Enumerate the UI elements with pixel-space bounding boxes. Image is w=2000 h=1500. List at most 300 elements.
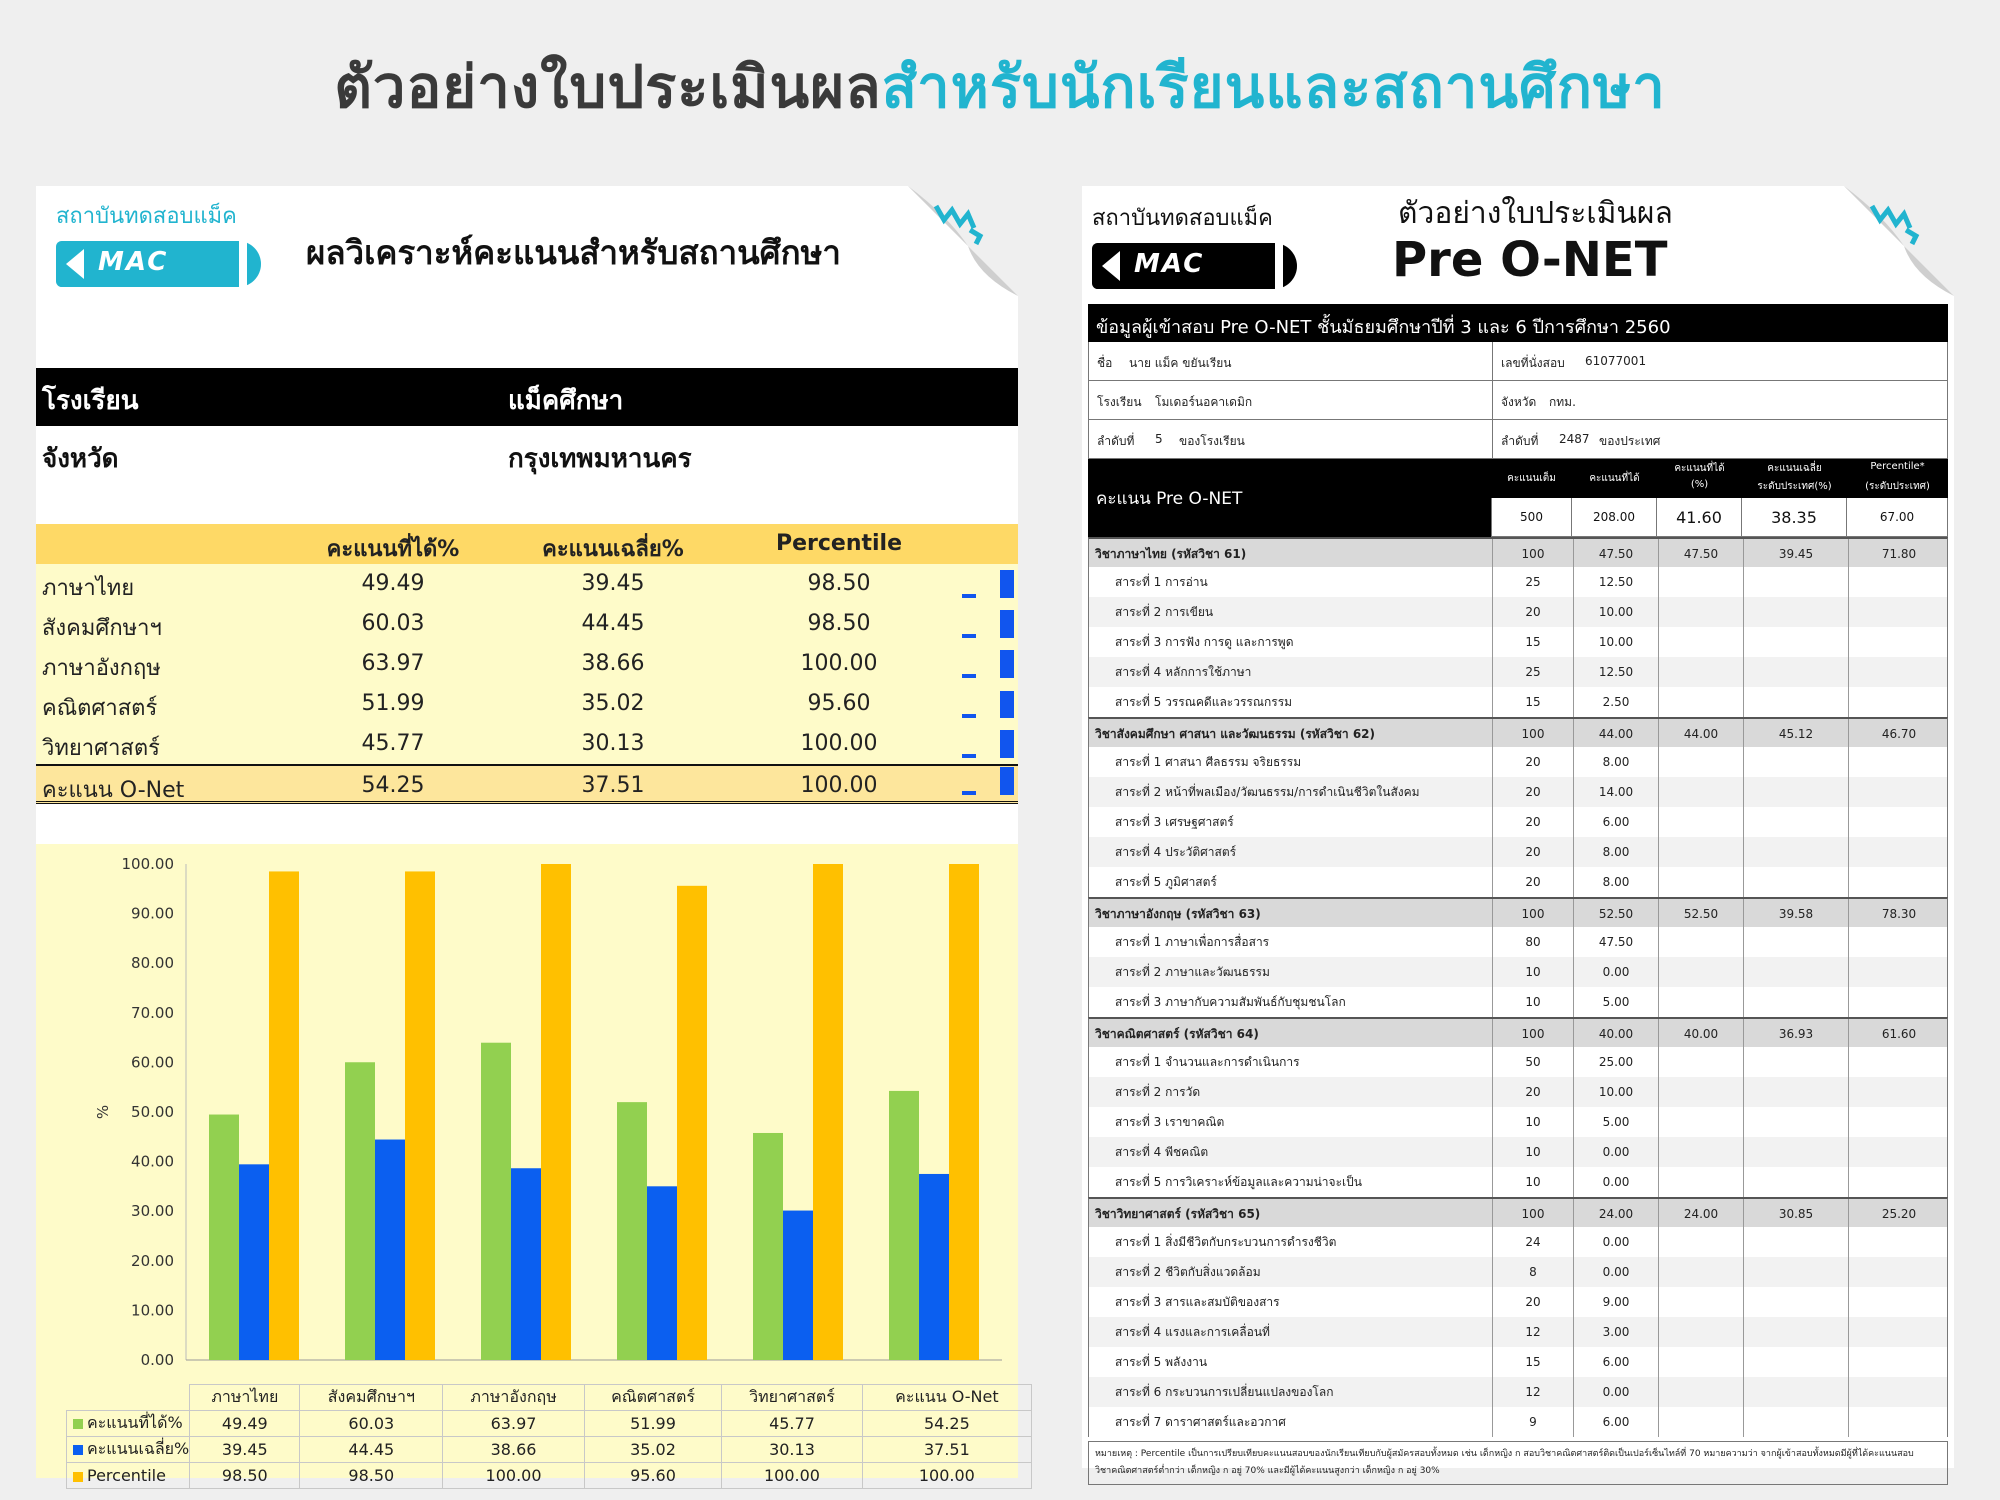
cell-pr: 71.80: [1848, 539, 1949, 567]
cell-full: 10: [1492, 1167, 1573, 1197]
strand-row: [1088, 987, 1948, 1017]
percentile-value: 100.00: [800, 651, 878, 676]
cell-pr: [1848, 1317, 1949, 1347]
percentile-value: 95.60: [807, 691, 871, 716]
cell-pr: [1848, 1227, 1949, 1257]
bar: [677, 886, 707, 1360]
cell-got: 10.00: [1573, 1077, 1658, 1107]
col-avg-header: คะแนนเฉลี่ย: [1767, 463, 1822, 474]
bar: [481, 1043, 511, 1360]
score-row: [36, 564, 1018, 604]
cell-pct: [1658, 1257, 1743, 1287]
subject-name: วิชาวิทยาศาสตร์ (รหัสวิชา 65): [1095, 1207, 1261, 1221]
cell-pct: [1658, 597, 1743, 627]
strand-row: [1088, 927, 1948, 957]
score-row: [36, 604, 1018, 644]
cell-avg: 45.12: [1743, 719, 1848, 747]
rank-country-suffix: ของประเทศ: [1599, 434, 1661, 448]
legend-label: คะแนนเฉลี่ย%: [87, 1439, 190, 1458]
strand-name: สาระที่ 4 แรงและการเคลื่อนที่: [1115, 1325, 1270, 1339]
cell-full: 12: [1492, 1377, 1573, 1407]
cell-full: 100: [1492, 539, 1573, 567]
subject-name: ภาษาไทย: [42, 576, 135, 601]
strand-name: สาระที่ 3 เศรษฐศาสตร์: [1115, 815, 1234, 829]
cell-pct: [1658, 777, 1743, 807]
cell-avg: [1743, 1167, 1848, 1197]
data-label: 44.45: [300, 1437, 443, 1463]
cell-pct: 44.00: [1658, 719, 1743, 747]
school-label: โรงเรียน: [1097, 395, 1142, 409]
data-label: 100.00: [443, 1463, 585, 1489]
page-title: [0, 40, 2000, 133]
score-row: [36, 684, 1018, 724]
percentile-value: 98.50: [807, 611, 871, 636]
bar: [269, 871, 299, 1360]
rank-country-value: 2487: [1559, 432, 1590, 446]
total-pr: 67.00: [1847, 498, 1948, 537]
cell-avg: [1743, 957, 1848, 987]
cell-full: 9: [1492, 1407, 1573, 1437]
strand-row: [1088, 1347, 1948, 1377]
subject-row: [1088, 897, 1948, 927]
bar: [753, 1133, 783, 1360]
percentile-mini-bar: [1000, 767, 1014, 795]
bar-chart: [36, 844, 1018, 1384]
data-label: 30.13: [722, 1437, 863, 1463]
cell-pr: [1848, 927, 1949, 957]
cell-pr: [1848, 807, 1949, 837]
strand-name: สาระที่ 5 พลังงาน: [1115, 1355, 1208, 1369]
cell-pct: [1658, 687, 1743, 717]
total-avg: 38.35: [1742, 498, 1847, 537]
cell-got: 10.00: [1573, 597, 1658, 627]
subject-name: วิชาภาษาไทย (รหัสวิชา 61): [1095, 547, 1247, 561]
bar: [647, 1186, 677, 1360]
strand-name: สาระที่ 1 ศาสนา ศีลธรรม จริยธรรม: [1115, 755, 1302, 769]
cell-avg: [1743, 1347, 1848, 1377]
strand-name: สาระที่ 3 สารและสมบัติของสาร: [1115, 1295, 1280, 1309]
data-label: 35.02: [584, 1437, 721, 1463]
col-pct-header-2: (%): [1690, 479, 1709, 490]
cell-full: 100: [1492, 1019, 1573, 1047]
cell-avg: [1743, 987, 1848, 1017]
cell-avg: [1743, 1047, 1848, 1077]
strand-name: สาระที่ 3 การฟัง การดู และการพูด: [1115, 635, 1294, 649]
strand-name: สาระที่ 3 ภาษากับความสัมพันธ์กับชุมชนโลก: [1115, 995, 1346, 1009]
brand-logo: [56, 198, 261, 287]
bar: [919, 1174, 949, 1360]
bar: [209, 1115, 239, 1360]
school-value: โมเดอร์นอคาเดมิก: [1155, 395, 1253, 409]
cell-pct: [1658, 1047, 1743, 1077]
strand-row: [1088, 957, 1948, 987]
strand-row: [1088, 1227, 1948, 1257]
subject-name: วิชาภาษาอังกฤษ (รหัสวิชา 63): [1095, 907, 1261, 921]
cell-avg: [1743, 807, 1848, 837]
cell-pct: [1658, 1377, 1743, 1407]
subject-name: วิชาสังคมศึกษา ศาสนา และวัฒนธรรม (รหัสวิชา 62): [1095, 727, 1376, 741]
y-tick-label: 70.00: [131, 1003, 174, 1022]
rank-country-label: ลำดับที่: [1501, 434, 1539, 448]
cell-pct: [1658, 1287, 1743, 1317]
cell-full: 10: [1492, 987, 1573, 1017]
cell-got: 10.00: [1573, 627, 1658, 657]
cell-avg: [1743, 657, 1848, 687]
cell-pct: [1658, 927, 1743, 957]
cell-pr: [1848, 1347, 1949, 1377]
strand-row: [1088, 627, 1948, 657]
strand-row: [1088, 747, 1948, 777]
cell-full: 12: [1492, 1317, 1573, 1347]
cell-full: 20: [1492, 747, 1573, 777]
percentile-value: 100.00: [800, 773, 878, 798]
data-label: 54.25: [862, 1411, 1031, 1437]
divider: [1492, 420, 1493, 459]
cell-got: 5.00: [1573, 987, 1658, 1017]
avg-mini-bar: [962, 714, 976, 718]
cell-full: 15: [1492, 1347, 1573, 1377]
cell-pct: [1658, 567, 1743, 597]
info-row-name: [1088, 342, 1948, 381]
cell-pct: 52.50: [1658, 899, 1743, 927]
y-tick-label: 80.00: [131, 954, 174, 973]
cell-full: 20: [1492, 1287, 1573, 1317]
cell-pct: [1658, 1227, 1743, 1257]
data-label: 39.45: [190, 1437, 300, 1463]
cell-got: 6.00: [1573, 807, 1658, 837]
y-tick-label: 10.00: [131, 1301, 174, 1320]
cell-avg: [1743, 1077, 1848, 1107]
arrow-left-icon: [66, 249, 84, 279]
data-label: 45.77: [722, 1411, 863, 1437]
series-row: [67, 1463, 1032, 1489]
bar: [949, 864, 979, 1360]
strand-name: สาระที่ 2 ชีวิตกับสิ่งแวดล้อม: [1115, 1265, 1261, 1279]
cell-pr: [1848, 567, 1949, 597]
y-axis-label: %: [94, 1104, 112, 1120]
strand-row: [1088, 1377, 1948, 1407]
category-row: [67, 1385, 1032, 1411]
cell-avg: [1743, 627, 1848, 657]
cell-avg: [1743, 777, 1848, 807]
strand-name: สาระที่ 5 วรรณคดีและวรรณกรรม: [1115, 695, 1293, 709]
name-value: นาย แม็ค ขยันเรียน: [1129, 356, 1232, 370]
bar: [783, 1211, 813, 1360]
cell-got: 8.00: [1573, 837, 1658, 867]
bar: [617, 1102, 647, 1360]
cell-pr: [1848, 1137, 1949, 1167]
info-row-rank: [1088, 420, 1948, 459]
bar: [239, 1164, 269, 1360]
province-label: จังหวัด: [1501, 395, 1537, 409]
cell-full: 15: [1492, 687, 1573, 717]
y-tick-label: 60.00: [131, 1053, 174, 1072]
cell-pr: 78.30: [1848, 899, 1949, 927]
total-full: 500: [1491, 498, 1572, 537]
cell-pr: [1848, 1377, 1949, 1407]
cell-got: 14.00: [1573, 777, 1658, 807]
strand-row: [1088, 1407, 1948, 1437]
bar: [813, 864, 843, 1360]
col-avg-header-2: ระดับประเทศ(%): [1757, 481, 1832, 492]
cell-full: 20: [1492, 867, 1573, 897]
strand-row: [1088, 1077, 1948, 1107]
avg-mini-bar: [962, 634, 976, 638]
data-label: 49.49: [190, 1411, 300, 1437]
subject-name: วิชาคณิตศาสตร์ (รหัสวิชา 64): [1095, 1027, 1259, 1041]
cell-pct: [1658, 1077, 1743, 1107]
cell-avg: [1743, 927, 1848, 957]
cell-pct: [1658, 1407, 1743, 1437]
percentile-mini-bar: [1000, 570, 1014, 598]
cell-full: 20: [1492, 837, 1573, 867]
cell-avg: [1743, 1317, 1848, 1347]
cell-full: 15: [1492, 627, 1573, 657]
strand-name: สาระที่ 2 การเขียน: [1115, 605, 1214, 619]
cell-got: 0.00: [1573, 1167, 1658, 1197]
cell-avg: [1743, 837, 1848, 867]
percentile-mini-bar: [1000, 650, 1014, 678]
strand-row: [1088, 837, 1948, 867]
y-tick-label: 40.00: [131, 1152, 174, 1171]
cell-got: 3.00: [1573, 1317, 1658, 1347]
seat-label: เลขที่นั่งสอบ: [1501, 356, 1565, 370]
average-value: 30.13: [581, 731, 645, 756]
cell-avg: [1743, 1107, 1848, 1137]
page-title-main: ตัวอย่างใบประเมินผล: [334, 53, 882, 121]
cell-pr: [1848, 1077, 1949, 1107]
percentile-mini-bar: [1000, 730, 1014, 758]
cell-avg: 30.85: [1743, 1199, 1848, 1227]
cell-full: 10: [1492, 1107, 1573, 1137]
data-label: 60.03: [300, 1411, 443, 1437]
score-value: 54.25: [361, 773, 425, 798]
cell-pct: [1658, 657, 1743, 687]
cell-pct: [1658, 1347, 1743, 1377]
score-value: 60.03: [361, 611, 425, 636]
score-row: [36, 724, 1018, 764]
mac-logo-text-dark: MAC: [1134, 249, 1205, 279]
percentile-mini-bar: [1000, 691, 1014, 718]
cell-got: 12.50: [1573, 657, 1658, 687]
bar: [511, 1168, 541, 1360]
cell-full: 100: [1492, 1199, 1573, 1227]
cell-pr: 46.70: [1848, 719, 1949, 747]
y-tick-label: 50.00: [131, 1103, 174, 1121]
score-header: [1088, 459, 1948, 537]
cell-pct: [1658, 987, 1743, 1017]
info-row-school: [1088, 381, 1948, 420]
cell-got: 52.50: [1573, 899, 1658, 927]
y-tick-label: 100.00: [121, 855, 174, 873]
strand-name: สาระที่ 2 หน้าที่พลเมือง/วัฒนธรรม/การดำเนินชีวิตในสังคม: [1115, 785, 1420, 799]
subject-row: [1088, 537, 1948, 567]
cell-got: 6.00: [1573, 1407, 1658, 1437]
cell-pct: [1658, 1137, 1743, 1167]
logo-divider: [1275, 243, 1283, 289]
data-label: 38.66: [443, 1437, 585, 1463]
data-label: 37.51: [862, 1437, 1031, 1463]
total-pct: 41.60: [1657, 498, 1742, 537]
cell-full: 10: [1492, 1137, 1573, 1167]
strand-row: [1088, 597, 1948, 627]
strand-name: สาระที่ 3 เราขาคณิต: [1115, 1115, 1225, 1129]
score-table-body: [36, 564, 1018, 804]
legend-entry: [67, 1437, 190, 1463]
cell-got: 0.00: [1573, 1137, 1658, 1167]
strand-name: สาระที่ 2 ภาษาและวัฒนธรรม: [1115, 965, 1270, 979]
cell-avg: 39.58: [1743, 899, 1848, 927]
cell-pr: [1848, 657, 1949, 687]
note-line-1: หมายเหตุ : Percentile เป็นการเปรียบเทียบคะแนนสอบของนักเรียนเทียบกับผู้สมัครสอบทั้งหมด เช่น เด็กหญิง ก สอบวิชาคณิตศาสตร์ติดเป็นเปอร์เซ็นไทล์ที่ 70 หมายความว่า จากผู้เข้าสอบทั้งหมดมีผู้ที่ได้คะแนนสอบ: [1095, 1449, 1914, 1459]
strand-row: [1088, 1107, 1948, 1137]
strand-row: [1088, 657, 1948, 687]
subject-name: คณิตศาสตร์: [42, 696, 158, 721]
cell-pr: [1848, 1287, 1949, 1317]
divider: [1492, 342, 1493, 381]
cell-got: 24.00: [1573, 1199, 1658, 1227]
brand-name: สถาบันทดสอบแม็ค: [56, 204, 237, 229]
data-label: 100.00: [862, 1463, 1031, 1489]
subject-row: [1088, 1197, 1948, 1227]
cell-pr: [1848, 1047, 1949, 1077]
col-full-header: คะแนนเต็ม: [1507, 473, 1556, 484]
x-tick-label: ภาษาไทย: [190, 1385, 300, 1411]
cell-full: 80: [1492, 927, 1573, 957]
strand-name: สาระที่ 1 ภาษาเพื่อการสื่อสาร: [1115, 935, 1270, 949]
cell-pr: [1848, 957, 1949, 987]
cell-got: 47.50: [1573, 539, 1658, 567]
school-bar: [36, 368, 1018, 426]
y-tick-label: 0.00: [140, 1351, 174, 1369]
cell-pr: [1848, 777, 1949, 807]
avg-mini-bar: [962, 594, 976, 598]
score-value: 63.97: [361, 651, 425, 676]
average-value: 44.45: [581, 611, 645, 636]
cell-pr: [1848, 747, 1949, 777]
score-value: 45.77: [361, 731, 425, 756]
y-tick-label: 20.00: [131, 1251, 174, 1270]
province-value: กทม.: [1549, 395, 1576, 409]
cell-pct: [1658, 807, 1743, 837]
cell-pr: [1848, 1407, 1949, 1437]
strand-row: [1088, 567, 1948, 597]
subject-name: สังคมศึกษาฯ: [42, 616, 162, 641]
average-value: 39.45: [581, 571, 645, 596]
cell-got: 6.00: [1573, 1347, 1658, 1377]
cell-avg: 39.45: [1743, 539, 1848, 567]
strand-name: สาระที่ 6 กระบวนการเปลี่ยนแปลงของโลก: [1115, 1385, 1334, 1399]
cell-pr: 25.20: [1848, 1199, 1949, 1227]
data-label: 98.50: [190, 1463, 300, 1489]
cell-pct: [1658, 627, 1743, 657]
data-label: 98.50: [300, 1463, 443, 1489]
cell-avg: [1743, 1137, 1848, 1167]
blank-cell: [67, 1385, 190, 1411]
cell-pr: [1848, 597, 1949, 627]
cell-full: 20: [1492, 777, 1573, 807]
col-avg-header: คะแนนเฉลี่ย%: [542, 537, 684, 562]
cell-pct: [1658, 1317, 1743, 1347]
x-tick-label: สังคมศึกษาฯ: [300, 1385, 443, 1411]
y-tick-label: 30.00: [131, 1202, 174, 1221]
col-percentile-header: Percentile: [775, 531, 903, 556]
chart-data-table: [66, 1384, 1032, 1489]
avg-mini-bar: [962, 674, 976, 678]
cell-full: 25: [1492, 567, 1573, 597]
cell-pct: [1658, 957, 1743, 987]
mac-logo-badge: [56, 241, 261, 287]
score-value: 51.99: [361, 691, 425, 716]
bar: [375, 1140, 405, 1360]
school-label: โรงเรียน: [42, 386, 139, 416]
data-label: 100.00: [722, 1463, 863, 1489]
rank-school-suffix: ของโรงเรียน: [1179, 434, 1245, 448]
school-analysis-title: ผลวิเคราะห์คะแนนสำหรับสถานศึกษา: [306, 233, 841, 272]
strand-name: สาระที่ 1 การอ่าน: [1115, 575, 1208, 589]
mac-logo-text: MAC: [98, 247, 169, 277]
legend-label: คะแนนที่ได้%: [87, 1413, 183, 1432]
cell-full: 8: [1492, 1257, 1573, 1287]
cell-pct: 40.00: [1658, 1019, 1743, 1047]
x-tick-label: คะแนน O-Net: [862, 1385, 1031, 1411]
mac-logo-badge-dark: [1092, 243, 1297, 289]
cell-got: 40.00: [1573, 1019, 1658, 1047]
strand-name: สาระที่ 4 หลักการใช้ภาษา: [1115, 665, 1252, 679]
strand-name: สาระที่ 4 พีชคณิต: [1115, 1145, 1209, 1159]
brand-logo-dark: [1092, 200, 1297, 289]
strand-row: [1088, 1257, 1948, 1287]
cell-avg: [1743, 1287, 1848, 1317]
cell-avg: 36.93: [1743, 1019, 1848, 1047]
cell-pr: 61.60: [1848, 1019, 1949, 1047]
cell-got: 2.50: [1573, 687, 1658, 717]
series-row: [67, 1411, 1032, 1437]
cell-got: 5.00: [1573, 1107, 1658, 1137]
score-value: 49.49: [361, 571, 425, 596]
cell-full: 100: [1492, 899, 1573, 927]
bar: [405, 871, 435, 1360]
cell-full: 10: [1492, 957, 1573, 987]
province-label: จังหวัด: [42, 444, 119, 474]
note-line-2: วิชาคณิตศาสตร์ต่ำกว่า เด็กหญิง ก อยู่ 70% และมีผู้ได้คะแนนสูงกว่า เด็กหญิง ก อยู่ 30%: [1095, 1466, 1440, 1476]
cell-got: 25.00: [1573, 1047, 1658, 1077]
average-value: 35.02: [581, 691, 645, 716]
cell-pct: 24.00: [1658, 1199, 1743, 1227]
cell-avg: [1743, 747, 1848, 777]
report-title-en: Pre O-NET: [1392, 232, 1668, 288]
strand-name: สาระที่ 5 ภูมิศาสตร์: [1115, 875, 1217, 889]
cell-pct: [1658, 867, 1743, 897]
cell-pr: [1848, 687, 1949, 717]
cell-pct: [1658, 837, 1743, 867]
cell-avg: [1743, 1257, 1848, 1287]
bar: [541, 864, 571, 1360]
report-title-th: ตัวอย่างใบประเมินผล: [1398, 196, 1673, 231]
x-tick-label: ภาษาอังกฤษ: [443, 1385, 585, 1411]
page-title-accent: สำหรับนักเรียนและสถานศึกษา: [881, 53, 1666, 121]
strand-name: สาระที่ 2 การวัด: [1115, 1085, 1201, 1099]
divider: [1492, 381, 1493, 420]
cell-avg: [1743, 597, 1848, 627]
page-curl-icon: [1844, 186, 1954, 296]
school-analysis-sheet: [36, 186, 1018, 1485]
average-value: 38.66: [581, 651, 645, 676]
legend-label: Percentile: [87, 1466, 166, 1485]
cell-full: 20: [1492, 807, 1573, 837]
strand-name: สาระที่ 1 สิ่งมีชีวิตกับกระบวนการดำรงชีวิต: [1115, 1235, 1337, 1249]
legend-swatch: [73, 1419, 83, 1429]
